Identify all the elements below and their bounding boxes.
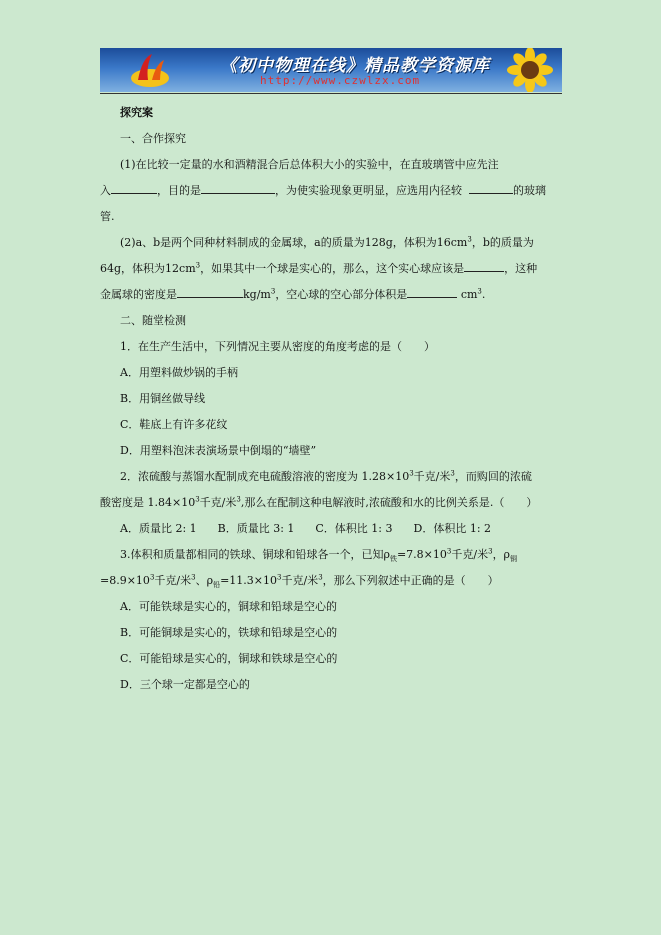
part1-heading: 一、合作探究 — [120, 132, 186, 145]
test-q2-option-d: D．体积比 1: 2 — [413, 522, 492, 535]
test-q3-line1: 3.体积和质量都相同的铁球、铜球和铅球各一个，已知$\rho_铁=7.8\times 10^3$千克/米$^3$，$\rho_铜$ — [120, 547, 518, 564]
test-q3-option-a: A．可能铁球是实心的，铜球和铅球是空心的 — [120, 600, 337, 613]
test-q1-option-d: D．用塑料泡沫表演场景中倒塌的“墙壁” — [120, 444, 317, 457]
test-q2-line2: 酸密度是 $1.84\times 10^3$千克/米$^3$,那么在配制这种电解液时,浓硫酸和水的比例关系是.（ ） — [100, 495, 538, 509]
q2-blank-1[interactable] — [464, 259, 504, 272]
q2-line3: 金属球的密度是 $kg/m^3$，空心球的空心部分体积是 $cm^3$. — [100, 282, 562, 308]
header-url[interactable]: http://www.czwlzx.com — [260, 74, 421, 87]
header-banner — [100, 48, 562, 92]
test-q3-line2: $=8.9\times 10^3$千克/米$^3$、$\rho_铅=11.3\times 10^3$千克/米$^3$，那么下列叙述中正确的是（ ） — [100, 573, 499, 590]
test-q3-option-b: B．可能铜球是实心的，铁球和铅球是空心的 — [120, 626, 338, 639]
q1-blank-1[interactable] — [111, 181, 157, 194]
worksheet-content — [100, 100, 562, 698]
test-q2-line1: 2．浓硫酸与蒸馏水配制成充电硫酸溶液的密度为 $1.28\times 10^3$千克/米$^3$，而购回的浓硫 — [120, 469, 532, 483]
test-q2-option-c: C．体积比 1: 3 — [315, 522, 393, 535]
test-q3-option-d: D．三个球一定都是空心的 — [120, 678, 250, 691]
part2-heading: 二、随堂检测 — [120, 314, 186, 327]
q2-line1: (2)a、b是两个同种材料制成的金属球，a的质量为128g，体积为$16cm^3$，b的质量为 — [120, 235, 534, 249]
test-q2-option-a: A．质量比 2: 1 — [120, 522, 197, 535]
section-title: 探究案 — [120, 106, 153, 119]
sunflower-icon — [496, 48, 558, 92]
q1-line3: 管. — [100, 210, 115, 223]
test-q3-option-c: C．可能铅球是实心的，铜球和铁球是空心的 — [120, 652, 338, 665]
test-q1-option-b: B．用铜丝做导线 — [120, 392, 206, 405]
q1-blank-3[interactable] — [469, 181, 513, 194]
q2-blank-3[interactable] — [407, 285, 457, 298]
q2-blank-2[interactable] — [177, 285, 243, 298]
q1-blank-2[interactable] — [201, 181, 275, 194]
czwlzx-logo-icon — [128, 50, 172, 90]
header-rule — [100, 93, 562, 94]
q1-line2: 入 ，目的是 ，为使实验现象更明显，应选用内径较 的玻璃 — [100, 178, 562, 204]
test-q1-option-c: C．鞋底上有许多花纹 — [120, 418, 228, 431]
test-q1-option-a: A．用塑料做炒锅的手柄 — [120, 366, 238, 379]
test-q2-options — [100, 516, 562, 542]
test-q2-option-b: B．质量比 3: 1 — [217, 522, 295, 535]
header-title: 《初中物理在线》精品教学资源库 — [220, 56, 490, 76]
test-q1-stem: 1．在生产生活中，下列情况主要从密度的角度考虑的是（ ） — [120, 340, 435, 353]
q1-line1: (1)在比较一定量的水和酒精混合后总体积大小的实验中，在直玻璃管中应先注 — [120, 158, 499, 171]
q2-line2: 64g，体积为$12cm^3$，如果其中一个球是实心的，那么，这个实心球应该是 ，这种 — [100, 256, 562, 282]
